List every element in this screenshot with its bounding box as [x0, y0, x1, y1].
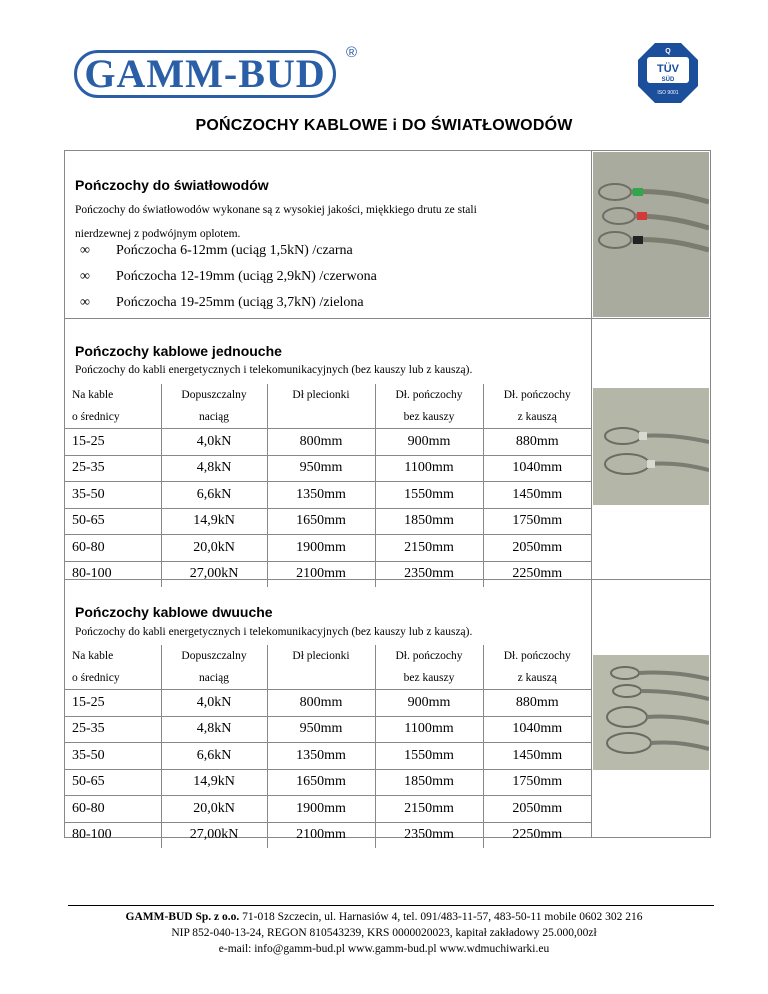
- footer-address: 71-018 Szczecin, ul. Harnasiów 4, tel. 091/483-11-57, 483-50-11 mobile 0602 302 216: [239, 911, 643, 923]
- footer-links: [0, 941, 768, 957]
- single-eye-sock-photo: [593, 388, 709, 505]
- section1-desc-line2: nierdzewnej z podwójnym oplotem.: [75, 228, 241, 240]
- section2-description: Pończochy do kabli energetycznych i telekomunikacyjnych (bez kauszy lub z kauszą).: [75, 364, 473, 376]
- list-item: ∞ Pończocha 12-19mm (uciąg 2,9kN) /czerwona: [80, 264, 377, 290]
- list-item: ∞ Pończocha 19-25mm (uciąg 3,7kN) /zielona: [80, 290, 377, 316]
- cert-iso: ISO 9001: [657, 90, 679, 96]
- cert-name: TÜV: [657, 63, 679, 75]
- table-row: 50-65 14,9kN 1650mm 1850mm 1750mm: [64, 508, 591, 535]
- footer-rule: [68, 905, 714, 906]
- section1-title: Pończochy do światłowodów: [75, 177, 269, 193]
- cert-sub: SÜD: [661, 77, 675, 83]
- logo-text: GAMM-BUD: [84, 51, 326, 96]
- footer-line2: NIP 852-040-13-24, REGON 810543239, KRS 0000020023, kapitał zakładowy 25.000,00zł: [171, 927, 597, 939]
- section2-title: Pończochy kablowe jednouche: [75, 343, 282, 359]
- section3-title: Pończochy kablowe dwuuche: [75, 604, 273, 620]
- infinity-bullet-icon: ∞: [80, 295, 90, 310]
- page-title: POŃCZOCHY KABLOWE i DO ŚWIATŁOWODÓW: [195, 117, 573, 134]
- section3-description: Pończochy do kabli energetycznych i telekomunikacyjnych (bez kauszy lub z kauszą).: [75, 626, 473, 638]
- table-row: 25-35 4,8kN 950mm 1100mm 1040mm: [64, 455, 591, 482]
- single-eye-spec-table: [64, 384, 591, 587]
- cert-top: Q: [665, 48, 671, 55]
- section1-desc-line1: Pończochy do światłowodów wykonane są z wysokiej jakości, miękkiego drutu ze stali: [75, 204, 477, 216]
- table-row: 35-50 6,6kN 1350mm 1550mm 1450mm: [64, 743, 591, 770]
- table-row: 80-100 27,00kN 2100mm 2350mm 2250mm: [64, 822, 591, 848]
- table-header-row: o średnicy naciąg bez kauszy z kauszą: [64, 406, 591, 429]
- section-divider-1: [64, 318, 711, 319]
- fiber-socks-photo: [593, 152, 709, 317]
- footer-company: GAMM-BUD Sp. z o.o.: [125, 911, 240, 923]
- table-header-row: Na kable Dopuszczalny Dł plecionki Dł. pończochy Dł. pończochy: [64, 645, 591, 667]
- registered-mark: ®: [346, 44, 358, 61]
- email-link[interactable]: e-mail: info@gamm-bud.pl: [218, 943, 345, 955]
- table-row: 15-25 4,0kN 800mm 900mm 880mm: [64, 429, 591, 456]
- infinity-bullet-icon: ∞: [80, 269, 90, 284]
- list-item: ∞ Pończocha 6-12mm (uciąg 1,5kN) /czarna: [80, 238, 377, 264]
- table-row: 15-25 4,0kN 800mm 900mm 880mm: [64, 690, 591, 717]
- infinity-bullet-icon: ∞: [80, 243, 90, 258]
- double-eye-sock-photo: [593, 655, 709, 770]
- tuv-certificate-badge: [637, 42, 699, 104]
- table-row: 50-65 14,9kN 1650mm 1850mm 1750mm: [64, 769, 591, 796]
- table-row: 60-80 20,0kN 1900mm 2150mm 2050mm: [64, 796, 591, 823]
- table-row: 60-80 20,0kN 1900mm 2150mm 2050mm: [64, 535, 591, 562]
- website-link[interactable]: www.gamm-bud.pl: [347, 943, 437, 955]
- website2-link[interactable]: www.wdmuchiwarki.eu: [439, 943, 550, 955]
- table-header-row: Na kable Dopuszczalny Dł plecionki Dł. pończochy Dł. pończochy: [64, 384, 591, 406]
- table-row: 80-100 27,00kN 2100mm 2350mm 2250mm: [64, 561, 591, 587]
- double-eye-spec-table: [64, 645, 591, 848]
- footer-line1: [0, 909, 768, 925]
- table-row: 25-35 4,8kN 950mm 1100mm 1040mm: [64, 716, 591, 743]
- company-logo: [74, 50, 336, 98]
- table-header-row: o średnicy naciąg bez kauszy z kauszą: [64, 667, 591, 690]
- photo-column-divider: [591, 150, 592, 838]
- fiber-sock-list: [80, 238, 377, 316]
- table-row: 35-50 6,6kN 1350mm 1550mm 1450mm: [64, 482, 591, 509]
